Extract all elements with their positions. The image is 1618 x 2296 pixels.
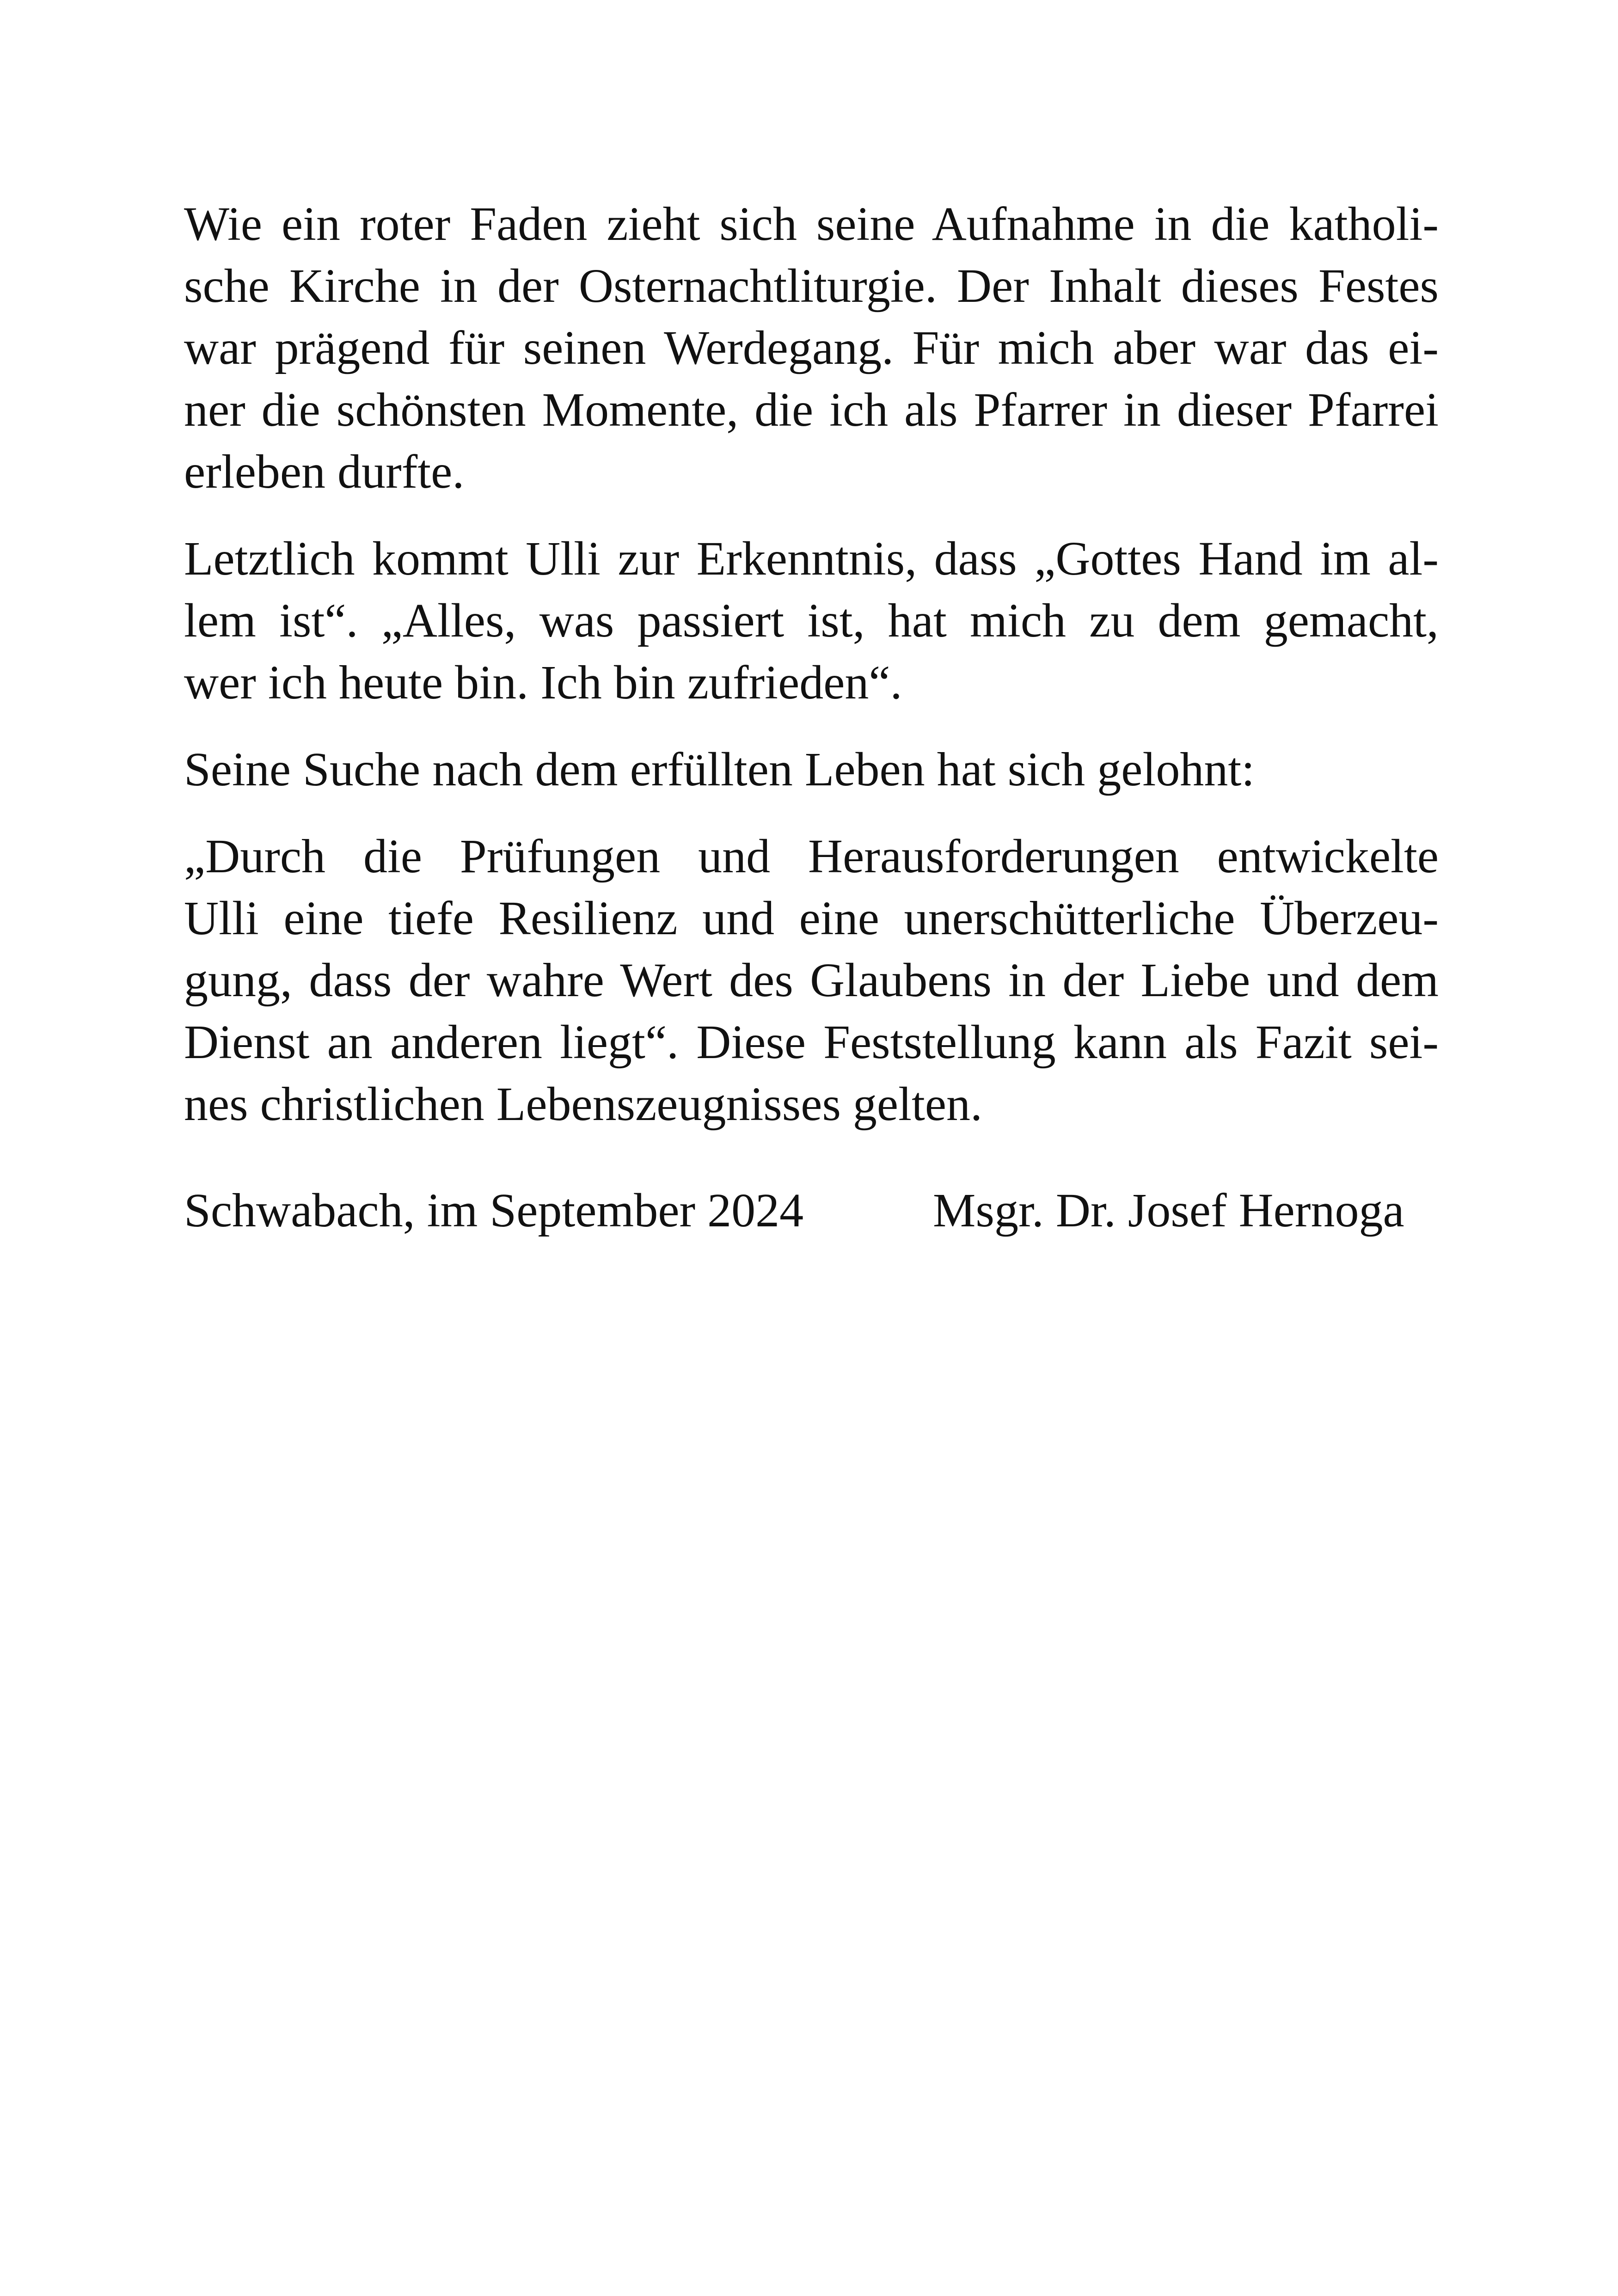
place-date: Schwabach, im September 2024 [184,1184,804,1237]
text-line: „Durch die Prüfungen und Herausforderungen entwickelte [184,830,1439,883]
text-line: Ulli eine tiefe Resilienz und eine unerschütterliche Überzeu- [184,892,1439,945]
text-line: erleben durfte. [184,445,465,498]
text-line: gung, dass der wahre Wert des Glaubens in der Liebe und dem [184,954,1439,1007]
body-text [184,193,1439,1135]
author-name: Msgr. Dr. Josef Hernoga [933,1184,1404,1237]
paragraph-3 [184,739,1439,801]
text-line: lem ist“. „Alles, was passiert ist, hat mich zu dem gemacht, [184,594,1439,647]
text-line: ner die schönsten Momente, die ich als Pfarrer in dieser Pfarrei [184,383,1439,436]
text-line: sche Kirche in der Osternachtliturgie. Der Inhalt dieses Festes [184,259,1439,312]
text-line: Letztlich kommt Ulli zur Erkenntnis, dass „Gottes Hand im al- [184,532,1439,585]
text-line: Dienst an anderen liegt“. Diese Feststellung kann als Fazit sei- [184,1016,1439,1069]
paragraph-2 [184,528,1439,714]
paragraph-1 [184,193,1439,503]
text-line: war prägend für seinen Werdegang. Für mich aber war das ei- [184,321,1439,374]
text-line: wer ich heute bin. Ich bin zufrieden“. [184,656,902,709]
text-line: Wie ein roter Faden zieht sich seine Aufnahme in die katholi- [184,197,1439,251]
signature-line [184,1180,1439,1244]
text-line: Seine Suche nach dem erfüllten Leben hat sich gelohnt: [184,743,1255,796]
text-line: nes christlichen Lebenszeugnisses gelten. [184,1078,983,1131]
paragraph-4 [184,826,1439,1135]
